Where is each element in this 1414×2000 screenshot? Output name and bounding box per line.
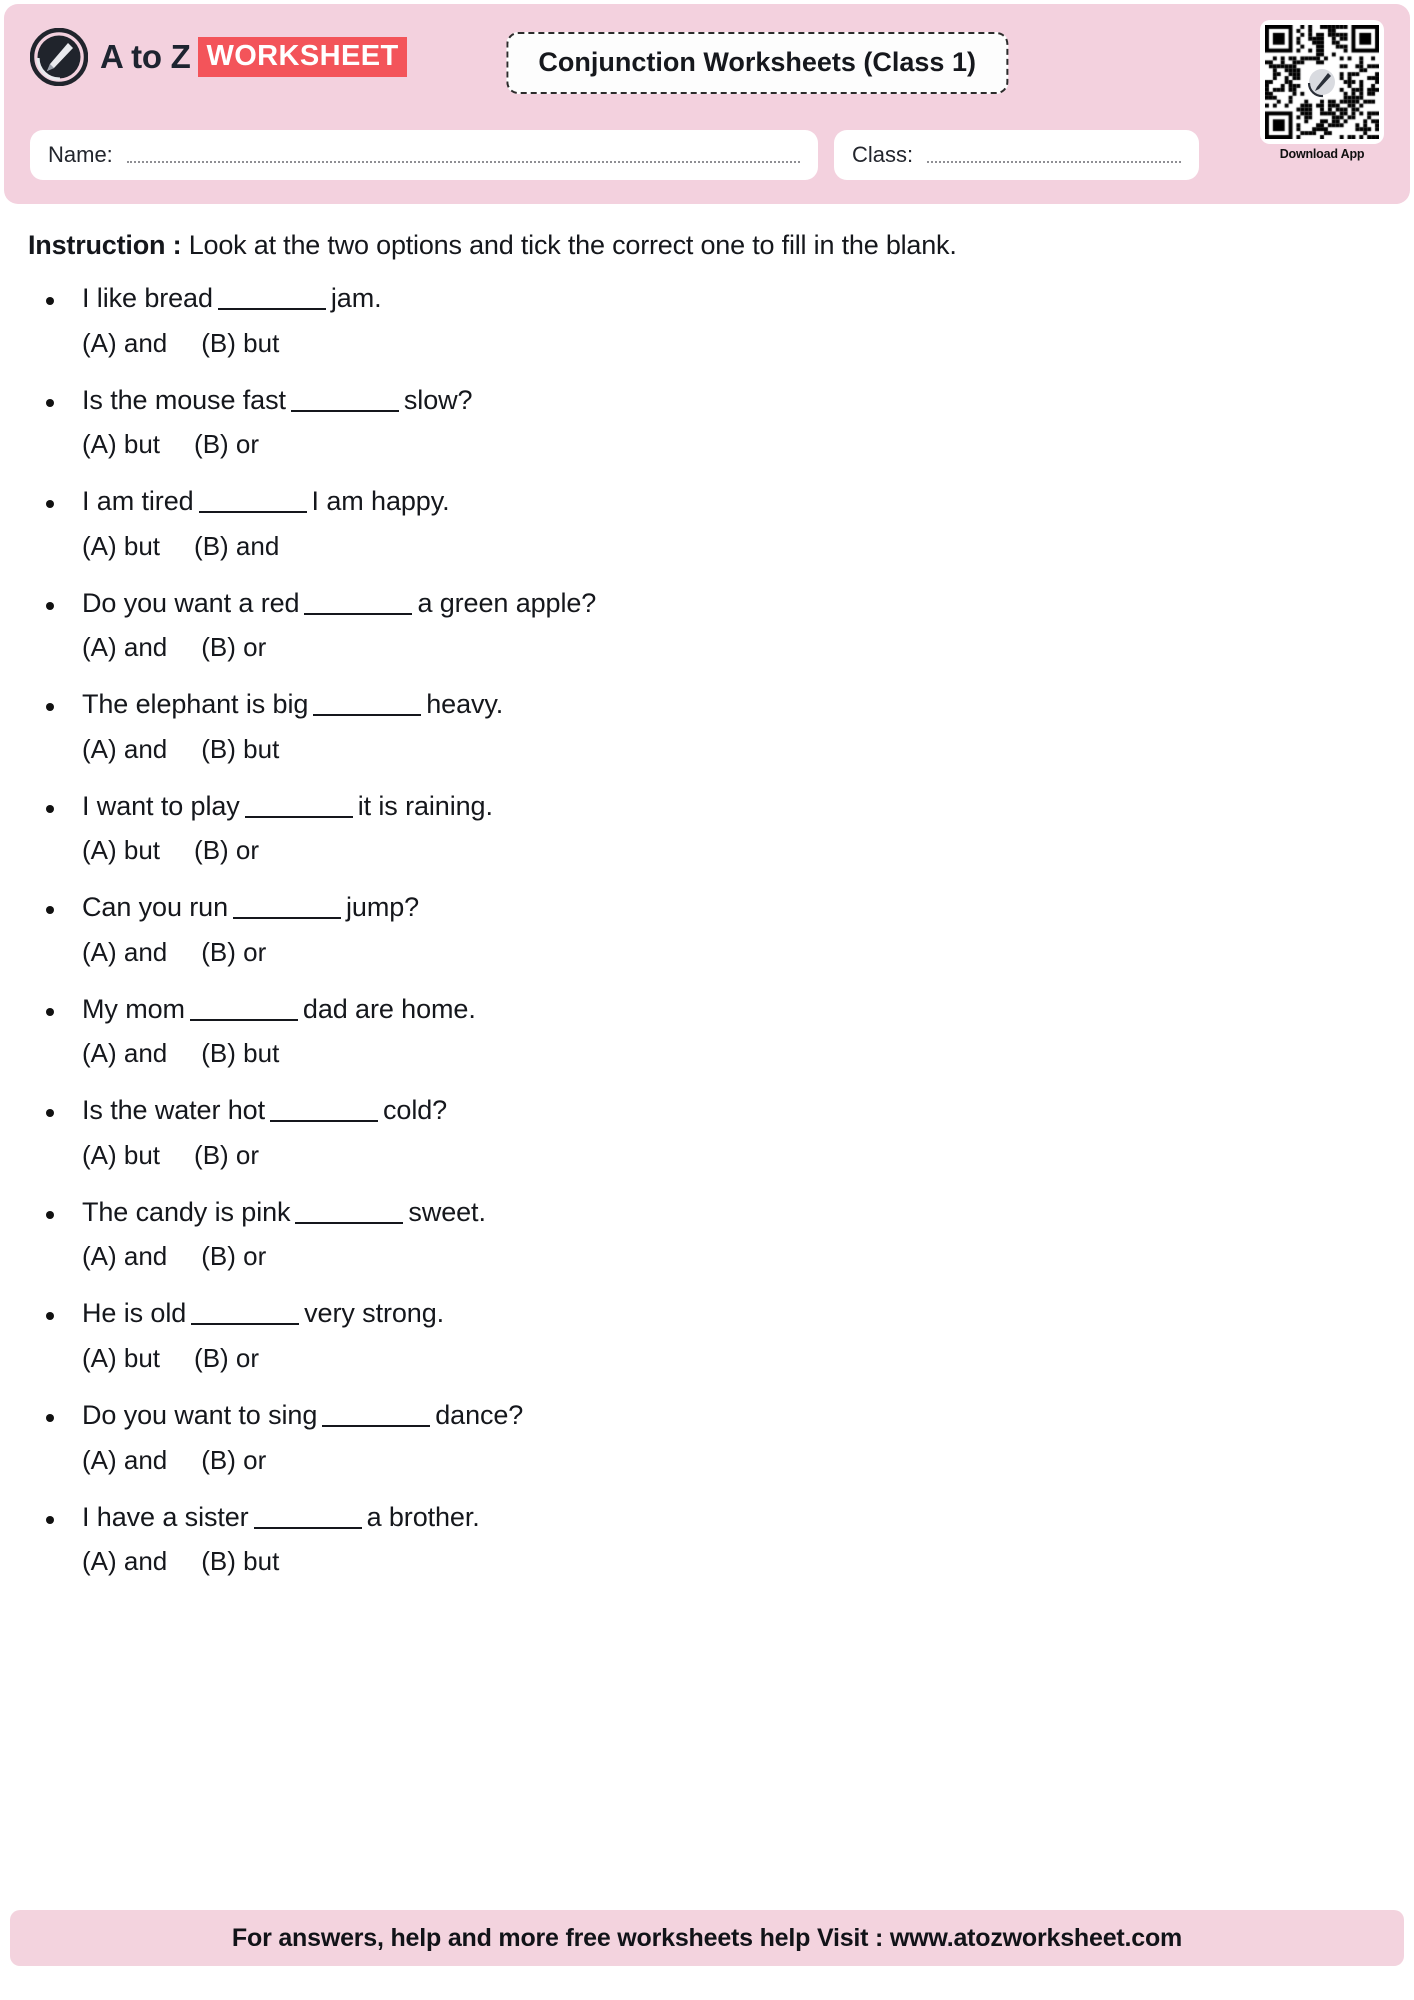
question-options xyxy=(82,328,1414,359)
question-text-before: My mom xyxy=(82,993,185,1024)
question-text-before: The elephant is big xyxy=(82,689,309,720)
option-a[interactable]: (A) but xyxy=(82,429,161,460)
question-item xyxy=(0,992,1414,1070)
class-field[interactable] xyxy=(834,130,1199,180)
option-b[interactable]: (B) or xyxy=(201,936,267,967)
worksheet-footer xyxy=(10,1910,1404,1966)
footer-text: For answers, help and more free worksheets help Visit : www.atozworksheet.com xyxy=(231,1923,1183,1952)
question-text-before: Is the water hot xyxy=(82,1095,265,1126)
answer-blank[interactable] xyxy=(191,1323,299,1325)
question-options xyxy=(82,937,1414,968)
question-text-after: a brother. xyxy=(366,1501,480,1532)
question-item xyxy=(0,1093,1414,1171)
option-a[interactable]: (A) and xyxy=(82,1444,168,1475)
option-a[interactable]: (A) but xyxy=(82,530,161,561)
question-text-before: Do you want a red xyxy=(82,587,300,618)
question-text-before: The candy is pink xyxy=(82,1196,291,1227)
answer-blank[interactable] xyxy=(304,613,412,615)
option-b[interactable]: (B) but xyxy=(201,1038,280,1069)
question-options xyxy=(82,1241,1414,1272)
question-item xyxy=(0,1398,1414,1476)
question-options xyxy=(82,1343,1414,1374)
qr-code-icon[interactable] xyxy=(1260,20,1384,144)
pen-circle-logo-icon xyxy=(30,28,88,86)
instruction-line xyxy=(28,230,1414,261)
question-item xyxy=(0,1195,1414,1273)
student-fields xyxy=(30,130,1240,180)
question-options xyxy=(82,1445,1414,1476)
question-sentence xyxy=(82,1296,1414,1331)
name-input-line[interactable] xyxy=(127,161,800,163)
option-b[interactable]: (B) but xyxy=(201,1546,280,1577)
instruction-text: Look at the two options and tick the correct one to fill in the blank. xyxy=(188,230,957,260)
question-text-after: sweet. xyxy=(408,1196,486,1227)
question-sentence xyxy=(82,992,1414,1027)
answer-blank[interactable] xyxy=(291,410,399,412)
answer-blank[interactable] xyxy=(218,308,326,310)
option-a[interactable]: (A) and xyxy=(82,1546,168,1577)
answer-blank[interactable] xyxy=(295,1222,403,1224)
question-item xyxy=(0,484,1414,562)
instruction-prefix: Instruction : xyxy=(28,230,182,260)
question-options xyxy=(82,632,1414,663)
name-field[interactable] xyxy=(30,130,818,180)
option-b[interactable]: (B) or xyxy=(201,632,267,663)
option-a[interactable]: (A) and xyxy=(82,1241,168,1272)
option-b[interactable]: (B) or xyxy=(194,835,260,866)
question-sentence xyxy=(82,789,1414,824)
name-label: Name: xyxy=(48,142,113,167)
option-b[interactable]: (B) or xyxy=(201,1444,267,1475)
option-a[interactable]: (A) and xyxy=(82,733,168,764)
question-text-after: jump? xyxy=(346,892,420,923)
answer-blank[interactable] xyxy=(270,1120,378,1122)
question-sentence xyxy=(82,1093,1414,1128)
qr-center-logo-icon xyxy=(1305,65,1339,99)
question-options xyxy=(82,1038,1414,1069)
question-text-before: He is old xyxy=(82,1298,187,1329)
question-options xyxy=(82,429,1414,460)
question-text-before: I am tired xyxy=(82,486,194,517)
brand-logo xyxy=(30,28,407,86)
question-sentence xyxy=(82,586,1414,621)
question-text-before: Can you run xyxy=(82,892,228,923)
question-sentence xyxy=(82,1500,1414,1535)
question-sentence xyxy=(82,1195,1414,1230)
option-a[interactable]: (A) and xyxy=(82,1038,168,1069)
option-b[interactable]: (B) but xyxy=(201,327,280,358)
question-text-after: heavy. xyxy=(426,689,504,720)
option-b[interactable]: (B) or xyxy=(194,429,260,460)
question-list xyxy=(0,281,1414,1577)
option-a[interactable]: (A) but xyxy=(82,1343,161,1374)
option-b[interactable]: (B) or xyxy=(194,1343,260,1374)
question-text-before: I have a sister xyxy=(82,1501,249,1532)
question-text-after: very strong. xyxy=(304,1298,445,1329)
question-text-before: Do you want to sing xyxy=(82,1400,318,1431)
option-b[interactable]: (B) but xyxy=(201,733,280,764)
option-b[interactable]: (B) or xyxy=(201,1241,267,1272)
worksheet-header xyxy=(4,4,1410,204)
class-label: Class: xyxy=(852,142,914,167)
option-a[interactable]: (A) and xyxy=(82,632,168,663)
question-sentence xyxy=(82,484,1414,519)
question-item xyxy=(0,890,1414,968)
question-item xyxy=(0,1296,1414,1374)
question-item xyxy=(0,687,1414,765)
question-options xyxy=(82,835,1414,866)
question-sentence xyxy=(82,890,1414,925)
question-item xyxy=(0,281,1414,359)
question-sentence xyxy=(82,1398,1414,1433)
question-text-before: Is the mouse fast xyxy=(82,384,286,415)
brand-a-to-z: A to Z xyxy=(100,38,191,75)
option-a[interactable]: (A) but xyxy=(82,1139,161,1170)
worksheet-title-badge: Conjunction Worksheets (Class 1) xyxy=(506,32,1008,94)
option-b[interactable]: (B) or xyxy=(194,1139,260,1170)
answer-blank[interactable] xyxy=(233,917,341,919)
question-text-after: it is raining. xyxy=(357,790,493,821)
option-a[interactable]: (A) and xyxy=(82,327,168,358)
option-a[interactable]: (A) and xyxy=(82,936,168,967)
question-options xyxy=(82,734,1414,765)
question-item xyxy=(0,1500,1414,1578)
question-text-after: cold? xyxy=(383,1095,448,1126)
question-text-after: dance? xyxy=(435,1400,524,1431)
class-input-line[interactable] xyxy=(927,161,1181,163)
question-text-before: I want to play xyxy=(82,790,240,821)
question-item xyxy=(0,789,1414,867)
answer-blank[interactable] xyxy=(199,511,307,513)
question-options xyxy=(82,531,1414,562)
question-text-before: I like bread xyxy=(82,283,213,313)
question-text-after: I am happy. xyxy=(311,486,450,517)
answer-blank[interactable] xyxy=(313,714,421,716)
question-text-after: a green apple? xyxy=(417,587,597,618)
question-item xyxy=(0,586,1414,664)
download-app-block[interactable] xyxy=(1260,20,1384,161)
question-sentence xyxy=(82,281,1414,316)
question-sentence xyxy=(82,383,1414,418)
question-text-after: jam. xyxy=(330,283,382,313)
answer-blank[interactable] xyxy=(322,1425,430,1427)
question-item xyxy=(0,383,1414,461)
option-b[interactable]: (B) and xyxy=(194,530,280,561)
answer-blank[interactable] xyxy=(254,1527,362,1529)
brand-text xyxy=(100,37,407,77)
question-sentence xyxy=(82,687,1414,722)
question-options xyxy=(82,1140,1414,1171)
brand-worksheet-tag: WORKSHEET xyxy=(198,37,406,77)
answer-blank[interactable] xyxy=(245,816,353,818)
download-app-caption: Download App xyxy=(1279,147,1365,161)
question-text-after: dad are home. xyxy=(302,993,476,1024)
option-a[interactable]: (A) but xyxy=(82,835,161,866)
question-options xyxy=(82,1546,1414,1577)
question-text-after: slow? xyxy=(403,384,473,415)
answer-blank[interactable] xyxy=(190,1019,298,1021)
